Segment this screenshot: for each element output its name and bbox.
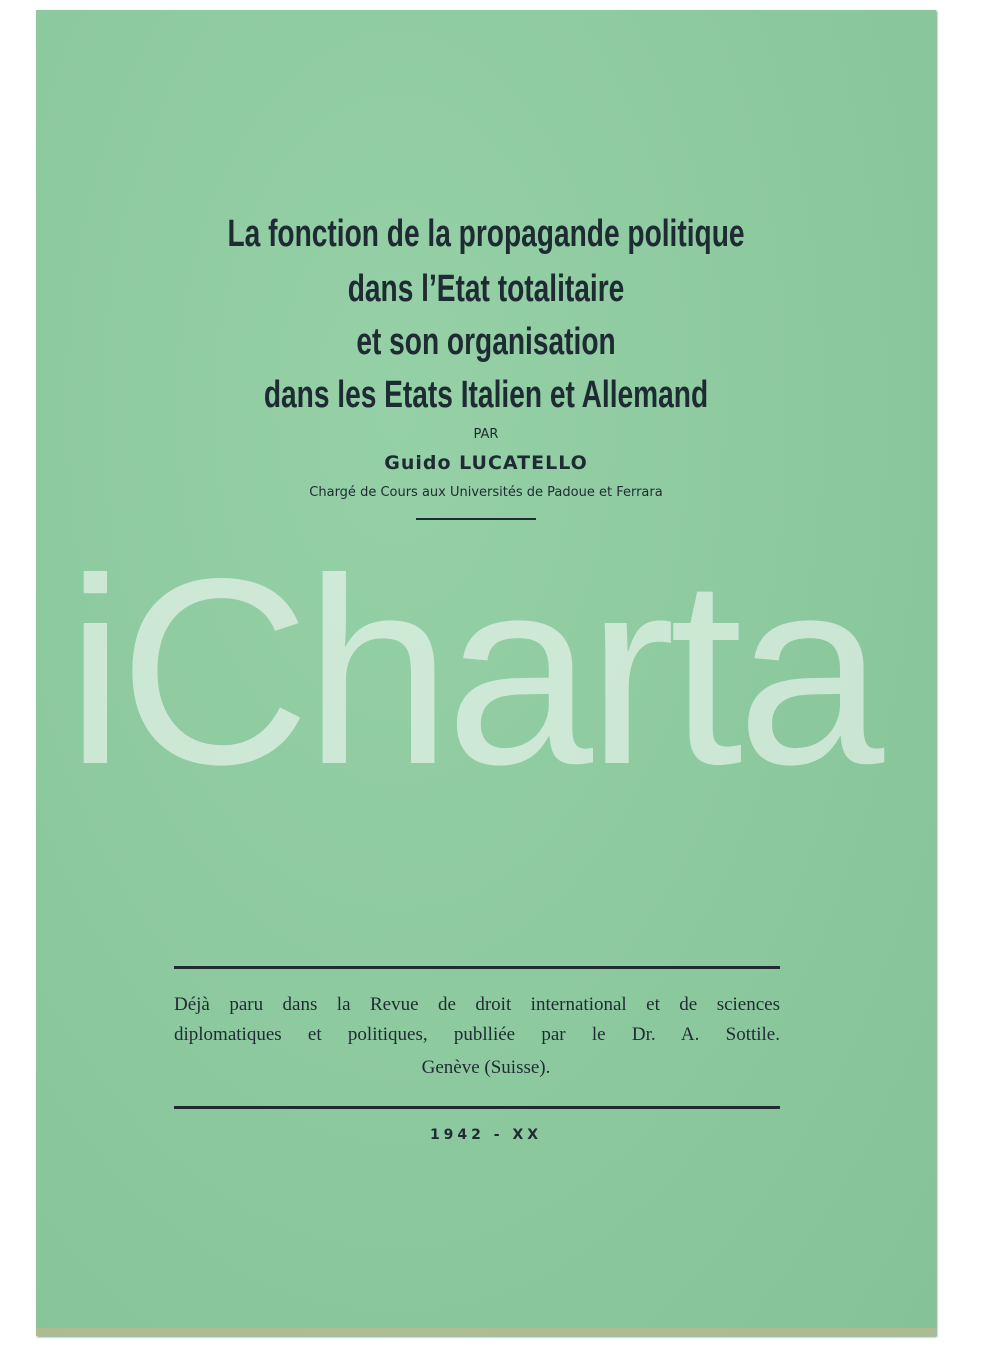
note-line-2: diplomatiques et politiques, publliée par le Dr. A. Sottile. (174, 1024, 780, 1045)
title-line-4: dans les Etats Italien et Allemand (263, 374, 709, 416)
note-line-3: Genève (Suisse). (421, 1057, 551, 1078)
by-label: PAR (473, 427, 499, 442)
short-divider (416, 518, 536, 520)
author-affiliation: Chargé de Cours aux Universités de Padoue et Ferrara (309, 485, 663, 500)
divider-bottom (174, 1106, 780, 1109)
title-line-1: La fonction de la propagande politique (227, 213, 745, 255)
watermark: iCharta (66, 524, 879, 820)
book-cover (36, 10, 936, 1336)
title-line-2: dans l’Etat totalitaire (347, 268, 625, 310)
author-name: Guido LUCATELLO (384, 452, 588, 474)
note-line-1: Déjà paru dans la Revue de droit international et de sciences (174, 994, 780, 1015)
divider-top (174, 966, 780, 969)
title-line-3: et son organisation (356, 321, 616, 363)
publication-year: 1942 - XX (429, 1127, 543, 1143)
